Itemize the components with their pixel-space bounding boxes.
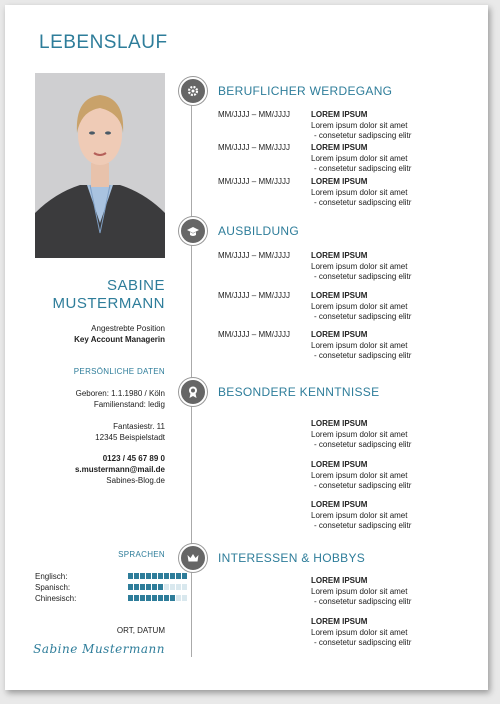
language-label: Englisch: <box>35 572 68 581</box>
award-icon <box>179 378 207 406</box>
address <box>95 421 165 443</box>
language-row <box>35 583 70 592</box>
language-row <box>35 572 67 581</box>
entry-heading: LOREM IPSUM <box>311 460 368 469</box>
section-title-hobbies: INTERESSEN & HOBBYS <box>218 551 366 565</box>
entry-heading: LOREM IPSUM <box>311 617 368 626</box>
entry-heading: LOREM IPSUM <box>311 177 368 186</box>
entry-heading: LOREM IPSUM <box>311 330 368 339</box>
entry-heading: LOREM IPSUM <box>311 143 368 152</box>
level-segment <box>140 573 145 579</box>
street: Fantasiestr. 11 <box>113 422 165 431</box>
birth-info: Geboren: 1.1.1980 / Köln <box>75 389 165 398</box>
position-block <box>74 323 165 345</box>
entry-text <box>311 291 411 323</box>
level-segment <box>170 595 175 601</box>
first-name: SABINE <box>106 277 165 294</box>
blog-link[interactable]: Sabines-Blog.de <box>106 476 165 485</box>
languages-heading: SPRACHEN <box>118 550 165 559</box>
entry-line-1: Lorem ipsum dolor sit amet <box>311 261 408 271</box>
graduation-cap-icon <box>179 217 207 245</box>
level-segment <box>164 573 169 579</box>
position-value: Key Account Managerin <box>74 335 165 344</box>
level-segment <box>176 584 181 590</box>
entry-line-1: Lorem ipsum dolor sit amet <box>311 301 408 311</box>
entry-line-2: - consetetur sadipscing elitr <box>314 638 412 647</box>
entry-text <box>311 419 411 451</box>
phone: 0123 / 45 67 89 0 <box>102 454 165 463</box>
level-segment <box>140 584 145 590</box>
level-segment <box>146 584 151 590</box>
level-segment <box>152 595 157 601</box>
entry-heading: LOREM IPSUM <box>311 500 368 509</box>
entry-line-1: Lorem ipsum dolor sit amet <box>311 470 408 480</box>
entry-line-2: - consetetur sadipscing elitr <box>314 521 412 530</box>
level-segment <box>146 595 151 601</box>
level-segment <box>152 573 157 579</box>
level-segment <box>164 584 169 590</box>
entry-line-1: Lorem ipsum dolor sit amet <box>311 120 408 130</box>
entry-line-1: Lorem ipsum dolor sit amet <box>311 627 408 637</box>
entry-date: MM/JJJJ – MM/JJJJ <box>218 110 290 119</box>
level-segment <box>158 595 163 601</box>
entry-line-1: Lorem ipsum dolor sit amet <box>311 586 408 596</box>
level-segment <box>140 595 145 601</box>
level-segment <box>134 584 139 590</box>
entry-text <box>311 251 411 283</box>
level-segment <box>182 573 187 579</box>
page-title: LEBENSLAUF <box>39 32 168 53</box>
level-segment <box>158 584 163 590</box>
personal-data-heading: PERSÖNLICHE DATEN <box>73 367 165 376</box>
section-title-career: BERUFLICHER WERDEGANG <box>218 84 393 98</box>
entry-line-2: - consetetur sadipscing elitr <box>314 481 412 490</box>
level-segment <box>176 573 181 579</box>
level-segment <box>152 584 157 590</box>
level-segment <box>128 584 133 590</box>
level-segment <box>170 573 175 579</box>
entry-text <box>311 460 411 492</box>
language-level-bar <box>128 595 187 601</box>
entry-line-1: Lorem ipsum dolor sit amet <box>311 153 408 163</box>
city: 12345 Beispielstadt <box>95 433 165 442</box>
level-segment <box>128 595 133 601</box>
level-segment <box>158 573 163 579</box>
entry-line-2: - consetetur sadipscing elitr <box>314 272 412 281</box>
entry-text <box>311 143 411 175</box>
profile-photo <box>35 73 165 258</box>
family-status: Familienstand: ledig <box>93 400 165 409</box>
level-segment <box>134 573 139 579</box>
level-segment <box>146 573 151 579</box>
language-label: Spanisch: <box>35 583 71 592</box>
entry-line-1: Lorem ipsum dolor sit amet <box>311 510 408 520</box>
level-segment <box>176 595 181 601</box>
language-level-bar <box>128 584 187 590</box>
entry-line-1: Lorem ipsum dolor sit amet <box>311 340 408 350</box>
section-title-skills: BESONDERE KENNTNISSE <box>218 385 380 399</box>
entry-heading: LOREM IPSUM <box>311 576 368 585</box>
portrait-image <box>35 73 165 258</box>
entry-date: MM/JJJJ – MM/JJJJ <box>218 330 290 339</box>
entry-text <box>311 177 411 209</box>
entry-line-1: Lorem ipsum dolor sit amet <box>311 429 408 439</box>
entry-line-2: - consetetur sadipscing elitr <box>314 164 412 173</box>
entry-text <box>311 330 411 362</box>
crown-icon <box>179 544 207 572</box>
signature: Sabine Mustermann <box>33 642 165 656</box>
entry-line-2: - consetetur sadipscing elitr <box>314 312 412 321</box>
language-row <box>35 594 76 603</box>
entry-heading: LOREM IPSUM <box>311 110 368 119</box>
contact <box>75 453 165 486</box>
level-segment <box>134 595 139 601</box>
entry-line-1: Lorem ipsum dolor sit amet <box>311 187 408 197</box>
entry-text <box>311 500 411 532</box>
last-name: MUSTERMANN <box>52 295 165 312</box>
entry-line-2: - consetetur sadipscing elitr <box>314 597 412 606</box>
personal-data <box>76 388 165 410</box>
profile-name <box>53 277 166 313</box>
entry-line-2: - consetetur sadipscing elitr <box>314 198 412 207</box>
position-label: Angestrebte Position <box>91 324 165 333</box>
entry-date: MM/JJJJ – MM/JJJJ <box>218 291 290 300</box>
language-label: Chinesisch: <box>35 594 77 603</box>
entry-text <box>311 617 411 649</box>
level-segment <box>182 595 187 601</box>
entry-heading: LOREM IPSUM <box>311 251 368 260</box>
language-level-bar <box>128 573 187 579</box>
entry-line-2: - consetetur sadipscing elitr <box>314 440 412 449</box>
section-title-education: AUSBILDUNG <box>218 224 300 238</box>
entry-date: MM/JJJJ – MM/JJJJ <box>218 143 290 152</box>
level-segment <box>170 584 175 590</box>
level-segment <box>182 584 187 590</box>
entry-text <box>311 110 411 142</box>
entry-date: MM/JJJJ – MM/JJJJ <box>218 177 290 186</box>
entry-line-2: - consetetur sadipscing elitr <box>314 131 412 140</box>
entry-date: MM/JJJJ – MM/JJJJ <box>218 251 290 260</box>
entry-heading: LOREM IPSUM <box>311 291 368 300</box>
cv-page <box>5 5 488 690</box>
level-segment <box>164 595 169 601</box>
place-date: ORT, DATUM <box>116 626 165 635</box>
entry-line-2: - consetetur sadipscing elitr <box>314 351 412 360</box>
entry-text <box>311 576 411 608</box>
email-link[interactable]: s.mustermann@mail.de <box>74 465 165 474</box>
entry-heading: LOREM IPSUM <box>311 419 368 428</box>
level-segment <box>128 573 133 579</box>
gears-icon <box>179 77 207 105</box>
